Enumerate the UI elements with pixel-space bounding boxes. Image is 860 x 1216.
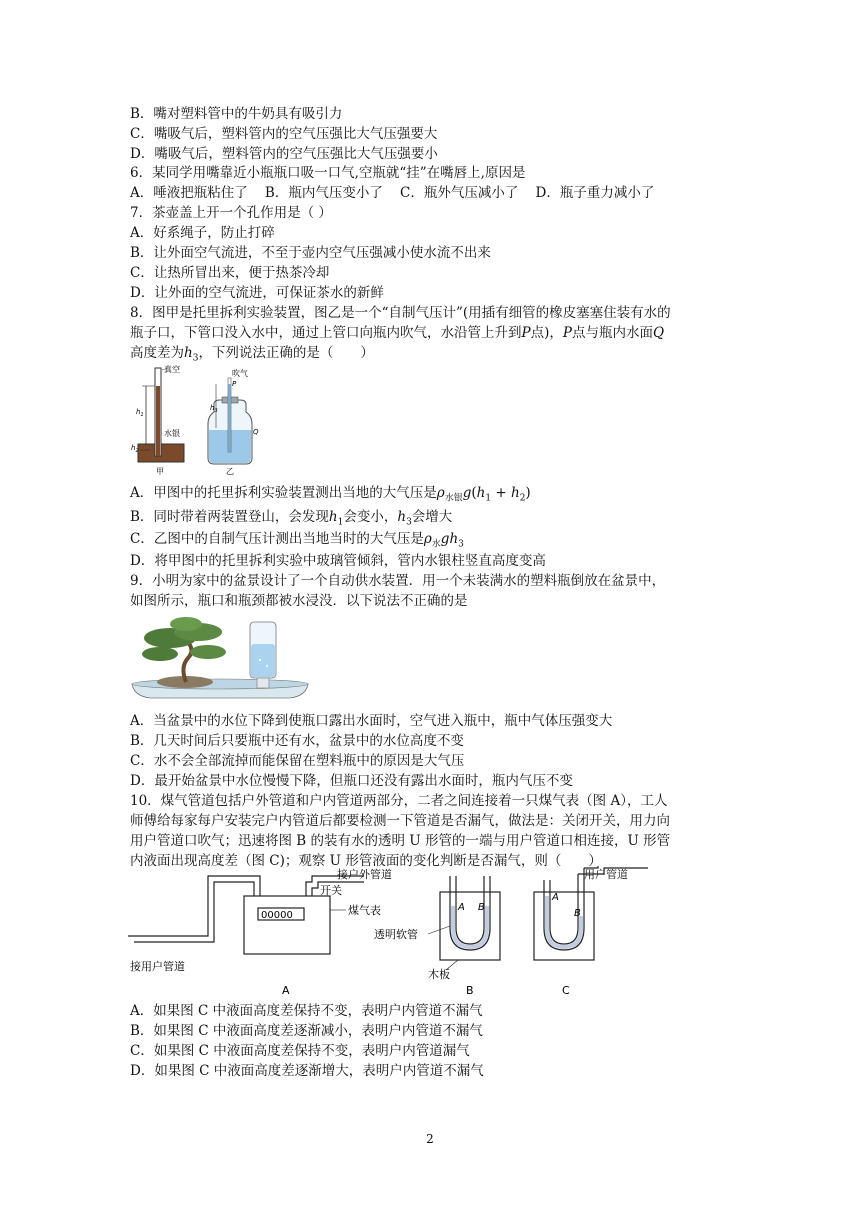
q8-point-q: Q	[652, 325, 665, 341]
label-a-c: A	[552, 892, 559, 903]
q8-figure	[128, 364, 278, 476]
label-mercury: 水银	[164, 429, 180, 438]
q7-option-d: D．让外面的空气流进，可保证茶水的新鲜	[130, 285, 384, 301]
caption-c: C	[562, 984, 570, 997]
q10-stem-line2: 师傅给每家每户安装完户内管道后都要检测一下管道是否漏气，做法是：关闭开关，用力向	[130, 813, 670, 829]
label-b-c: B	[574, 908, 581, 919]
q8-opt-text: 会变小，	[343, 509, 398, 525]
label-yi: 乙	[226, 467, 234, 476]
q8-sub: 1	[485, 493, 492, 504]
label-h1: $h_1$	[136, 408, 144, 418]
q8-stem-text: 高度差为	[130, 345, 184, 361]
q8-stem-text: 瓶子口，下管口没入水中，通过上管口向瓶内吹气，水沿管上升到	[130, 325, 522, 341]
q8-h: h	[328, 509, 338, 525]
q8-h: h	[476, 485, 486, 501]
gas-meter-box	[244, 896, 330, 954]
q8-stem-text: 点)，	[530, 325, 563, 341]
q8-point-p: P	[562, 325, 572, 341]
q10-figure	[128, 866, 658, 998]
q9-option-a: A．当盆景中的水位下降到使瓶口露出水面时，空气进入瓶中，瓶中气体压强变大	[130, 713, 613, 729]
q8-stem-line2	[130, 324, 664, 342]
bottle-neck	[257, 678, 269, 688]
mercury-column	[156, 386, 160, 456]
q8-option-b	[130, 508, 452, 532]
label-vacuum: 真空	[164, 365, 180, 374]
bonsai-trunk	[183, 640, 191, 682]
bottle-water-level	[251, 644, 275, 677]
q7-option-b: B．让外面空气流进，不至于壶内空气压强减小使水流不出来	[130, 245, 491, 261]
q8-option-d: D．将甲图中的托里拆利实验中玻璃管倾斜，管内水银柱竖直高度变高	[130, 553, 546, 569]
q8-sub: 2	[519, 493, 526, 504]
q9-stem-line2: 如图所示，瓶口和瓶颈都被水浸没．以下说法不正确的是	[130, 593, 468, 609]
label-blow: 吹气	[232, 369, 248, 378]
q8-plus: +	[495, 485, 507, 501]
label-meter: 煤气表	[348, 904, 381, 917]
q10-stem-line1: 10．煤气管道包括户外管道和户内管道两部分，二者之间连接着一只煤气表（图 A），工人	[130, 793, 668, 809]
q8-sub: 1	[337, 517, 344, 528]
q8-var-sub: 3	[192, 353, 199, 364]
q8-stem-line1: 8．图甲是托里拆利实验装置，图乙是一个“自制气压计”(用插有细管的橡皮塞塞住装有水的	[130, 305, 671, 321]
q8-point-p: P	[521, 325, 531, 341]
q8-stem-text: 点与瓶内水面	[571, 325, 653, 341]
label-h2: $h_2$	[131, 444, 139, 454]
q8-opt-text: A．甲图中的托里拆利实验装置测出当地的大气压是	[130, 485, 437, 501]
label-q: Q	[253, 428, 259, 436]
q9-stem-line1: 9．小明为家中的盆景设计了一个自动供水装置．用一个未装满水的塑料瓶倒放在盆景中，	[130, 573, 666, 589]
label-board: 木板	[428, 968, 450, 981]
q8-stem-text: ，下列说法正确的是（ ）	[198, 345, 374, 361]
q8-rho: ρ	[423, 531, 432, 547]
q8-opt-text: 会增大	[411, 509, 453, 525]
q9-figure	[130, 612, 310, 702]
page-number: 2	[426, 1132, 434, 1146]
label-outdoor-pipe: 接户外管道	[337, 868, 392, 881]
label-transparent-tube: 透明软管	[374, 928, 418, 941]
q7-stem: 7．茶壶盖上开一个孔作用是（ ）	[130, 205, 332, 221]
meter-digits: 00000	[261, 910, 293, 921]
q8-option-c	[130, 530, 464, 554]
q5-option-d: D．嘴吸气后，塑料管内的空气压强比大气压强要小	[130, 146, 438, 162]
q10-stem-line3: 用户管道口吹气；迅速将图 B 的装有水的透明 U 形管的一端与用户管道口相连接，U 形管	[130, 833, 671, 849]
q10-option-b: B．如果图 C 中液面高度差逐渐减小，表明户内管道不漏气	[130, 1023, 483, 1039]
user-pipe-a	[128, 876, 260, 936]
q8-option-a: A．甲图中的托里拆利实验装置测出当地的大气压是$\rho_{水银}g(h_1 + h_2)$	[130, 485, 531, 504]
caption-b: B	[466, 984, 474, 997]
q8-rho: ρ	[436, 485, 445, 501]
q8-sub: 3	[458, 539, 464, 550]
q5-option-c: C．嘴吸气后，塑料管内的空气压强比大气压强要大	[130, 126, 438, 142]
q8-sub: 3	[406, 517, 412, 528]
q8-g: g	[440, 531, 450, 547]
label-user-pipe-in: 接用户管道	[130, 960, 185, 973]
q7-option-c: C．让热所冒出来，便于热茶冷却	[130, 265, 330, 281]
q8-h: h	[510, 485, 520, 501]
q10-option-c: C．如果图 C 中液面高度差保持不变，表明户内管道漏气	[130, 1043, 470, 1059]
q8-h: h	[449, 531, 459, 547]
q9-option-d: D．最开始盆景中水位慢慢下降，但瓶口还没有露出水面时，瓶内气压不变	[130, 773, 573, 789]
q6-options: A．唾液把瓶粘住了 B．瓶内气压变小了 C．瓶外气压减小了 D．瓶子重力减小了	[130, 185, 655, 201]
q5-option-b: B．嘴对塑料管中的牛奶具有吸引力	[130, 106, 343, 122]
label-a-b: A	[458, 902, 465, 913]
q8-var-h: h	[184, 345, 193, 361]
caption-a: A	[282, 984, 290, 997]
q8-opt-text: B．同时带着两装置登山，会发现	[130, 509, 329, 525]
q10-stem-line4: 内液面出现高度差（图 C)；观察 U 形管液面的变化判断是否漏气，则（ ）	[130, 853, 602, 869]
q8-h: h	[397, 509, 407, 525]
q9-option-c: C．水不会全部流掉而能保留在塑料瓶中的原因是大气压	[130, 753, 465, 769]
q8-opt-text: C．乙图中的自制气压计测出当地当时的大气压是	[130, 531, 424, 547]
q10-option-a: A．如果图 C 中液面高度差保持不变，表明户内管道不漏气	[130, 1003, 483, 1019]
label-b-b: B	[478, 902, 485, 913]
q6-stem: 6．某同学用嘴靠近小瓶瓶口吸一口气,空瓶就“挂”在嘴唇上,原因是	[130, 165, 526, 181]
q7-option-a: A．好系绳子，防止打碎	[130, 225, 275, 241]
q8-g: g	[462, 485, 472, 501]
label-switch: 开关	[320, 884, 342, 897]
q10-option-d: D．如果图 C 中液面高度差逐渐增大，表明户内管道不漏气	[130, 1063, 484, 1079]
q8-rho-sub: 水银	[444, 493, 463, 504]
q8-rho-sub: 水	[431, 539, 441, 550]
label-h3: $h_3$	[210, 404, 218, 414]
label-user-pipe-c: 用户管道	[584, 868, 628, 881]
q9-option-b: B．几天时间后只要瓶中还有水，盆景中的水位高度不变	[130, 733, 464, 749]
label-p: P	[232, 380, 237, 388]
label-jia: 甲	[156, 467, 164, 476]
